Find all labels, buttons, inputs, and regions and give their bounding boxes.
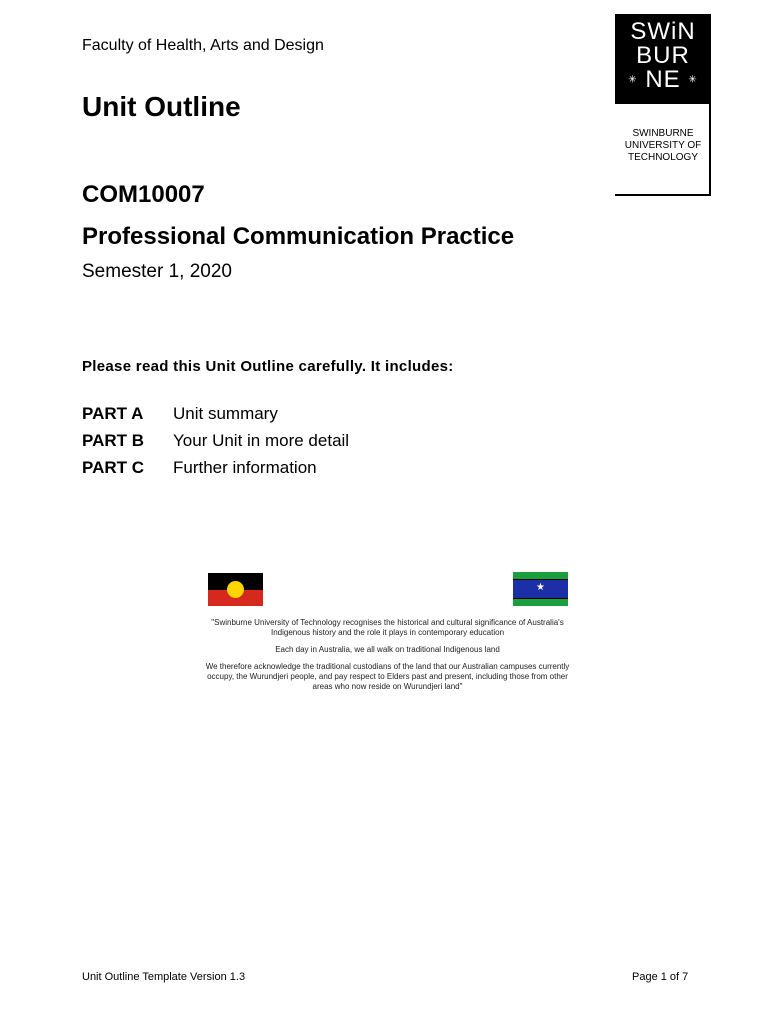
acknowledgement-of-country: [205, 618, 570, 699]
intro-text: Please read this Unit Outline carefully. It includes:: [82, 358, 454, 375]
torres-strait-islander-flag-icon: ★: [513, 572, 568, 606]
footer-page-number: Page 1 of 7: [632, 971, 689, 983]
unit-code: COM10007: [82, 181, 205, 208]
part-row-b: [82, 431, 349, 451]
document-title: Unit Outline: [82, 91, 241, 122]
semester: Semester 1, 2020: [82, 261, 232, 282]
logo-line-3: ✳ NE ✳: [628, 66, 698, 93]
part-text: Further information: [173, 458, 317, 477]
part-label: PART C: [82, 458, 145, 477]
aboriginal-flag-icon: [208, 573, 263, 606]
swinburne-logo: [615, 14, 711, 196]
part-label: PART A: [82, 404, 144, 423]
logo-rule: [615, 194, 711, 196]
star-icon: ✳: [688, 74, 698, 86]
logo-caption: SWINBURNE UNIVERSITY OF TECHNOLOGY: [624, 128, 702, 163]
logo-line-1: SWiN: [630, 18, 696, 45]
acknowledgement-paragraph: "Swinburne University of Technology recognises the historical and cultural significance of Australia's Indigenous history and the role it plays in contemporary education: [211, 618, 564, 637]
part-text: Your Unit in more detail: [173, 431, 350, 450]
unit-name: Professional Communication Practice: [82, 223, 515, 250]
acknowledgement-paragraph: We therefore acknowledge the traditional custodians of the land that our Australian campuses currently occupy, the Wurundjeri people, and pay respect to Elders past and present, including those from other areas who now reside on Wurundjeri land": [205, 662, 570, 691]
star-icon: ✳: [628, 74, 638, 86]
acknowledgement-paragraph: Each day in Australia, we all walk on traditional Indigenous land: [275, 645, 500, 654]
part-text: Unit summary: [173, 404, 278, 423]
part-row-a: [82, 404, 278, 424]
faculty-name: Faculty of Health, Arts and Design: [82, 37, 324, 54]
logo-mark: [615, 14, 711, 104]
footer-template-version: Unit Outline Template Version 1.3: [82, 971, 246, 983]
logo-line-2: BUR: [636, 42, 690, 69]
part-label: PART B: [82, 431, 145, 450]
part-row-c: [82, 458, 317, 478]
